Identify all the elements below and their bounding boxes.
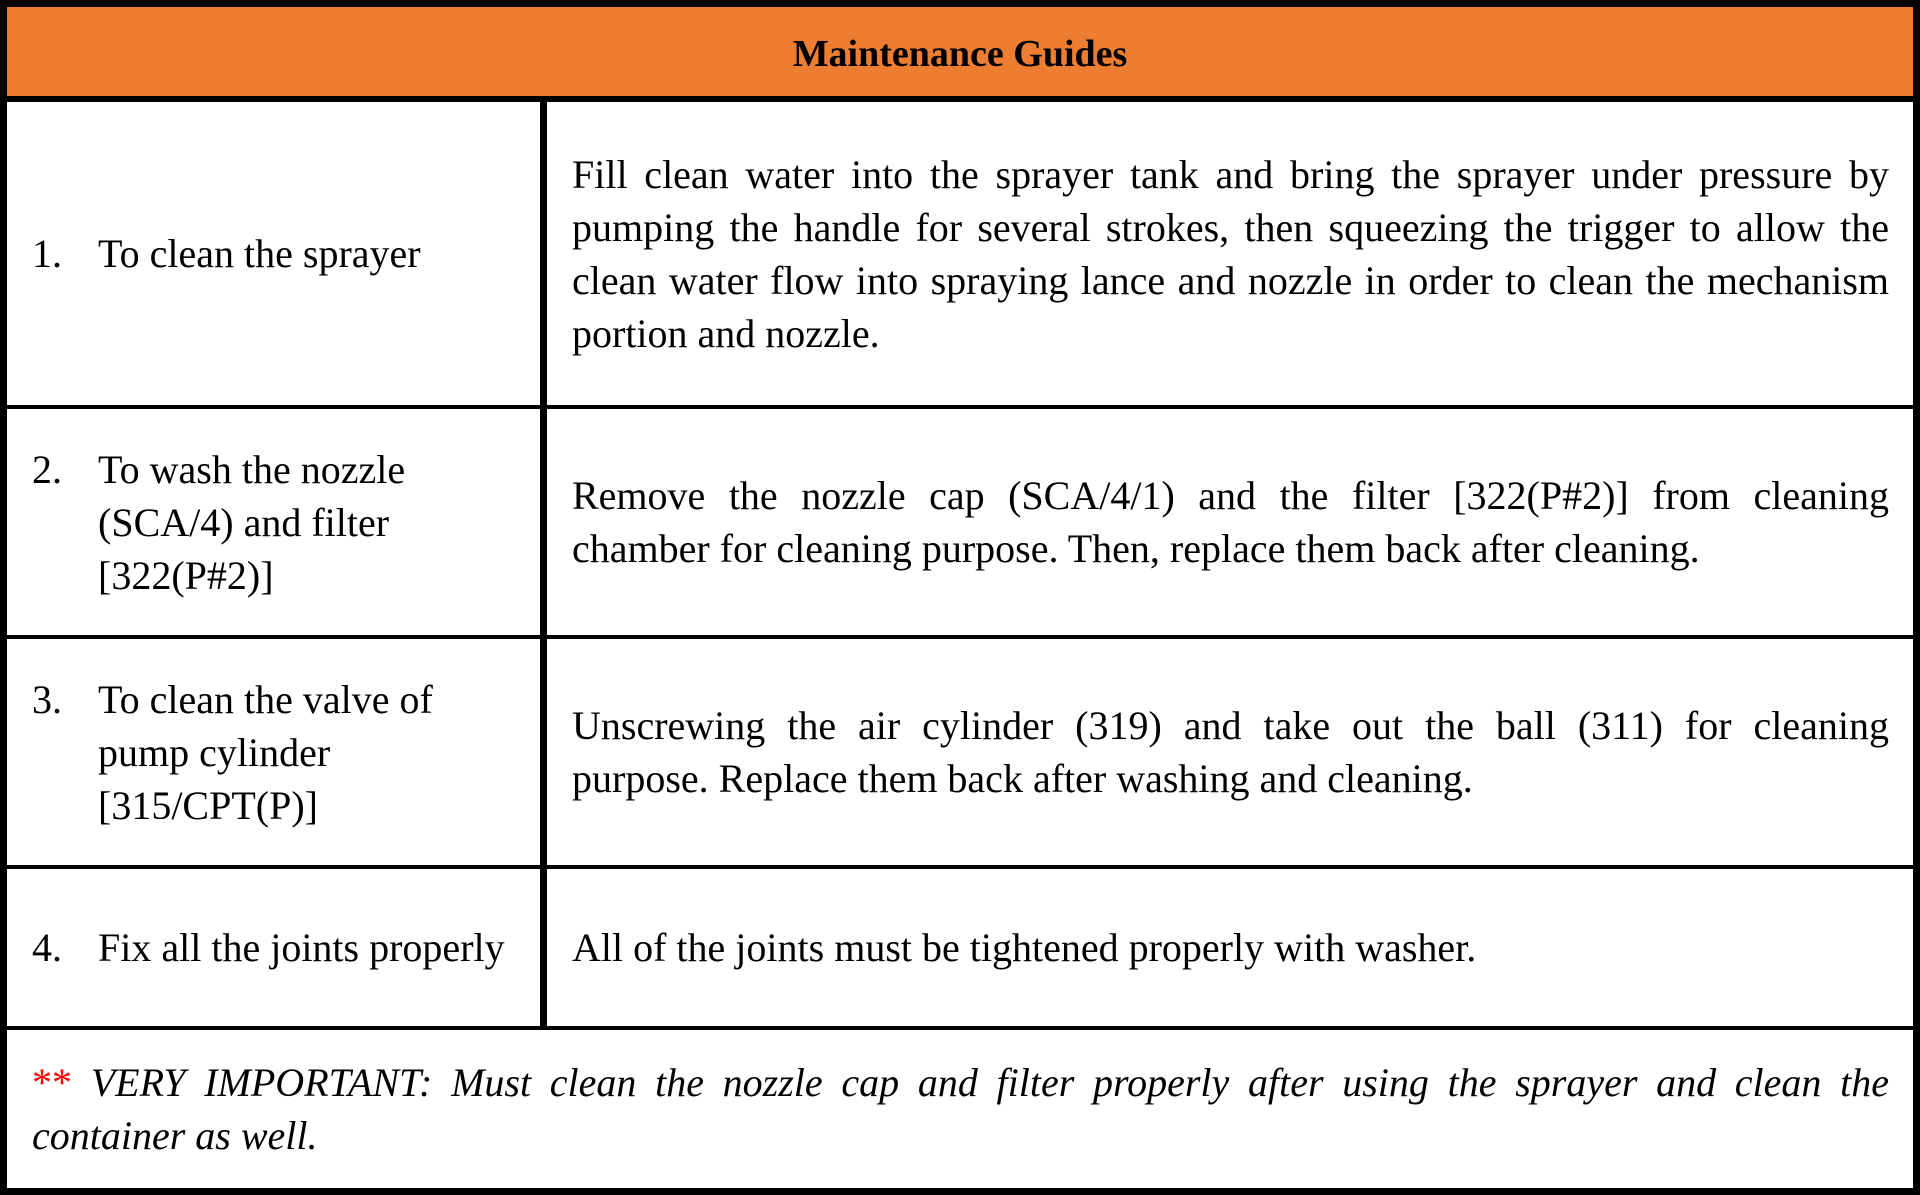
task-number: 4. (32, 925, 62, 970)
task-cell (7, 869, 547, 1026)
description-cell (547, 639, 1913, 865)
task-number: 3. (32, 676, 62, 722)
task-cell (7, 102, 547, 405)
task-label: To clean the sprayer (98, 231, 421, 276)
task-label: To wash the nozzle (SCA/4) and filter [322(P#2)] (98, 446, 406, 598)
description-cell (547, 869, 1913, 1026)
important-note-text (32, 1056, 1889, 1162)
note-body: VERY IMPORTANT: Must clean the nozzle cap and filter properly after using the sprayer and clean the container as well. (32, 1060, 1889, 1158)
table-row (7, 409, 1913, 639)
note-marker: ** (32, 1060, 72, 1105)
task-number: 2. (32, 446, 62, 492)
task-label: Fix all the joints properly (98, 925, 505, 970)
task-description: All of the joints must be tightened properly with washer. (572, 925, 1477, 970)
task-description: Remove the nozzle cap (SCA/4/1) and the filter [322(P#2)] from cleaning chamber for cleaning purpose. Then, replace them back after cleaning. (572, 473, 1889, 571)
table-row (7, 869, 1913, 1030)
task-label: To clean the valve of pump cylinder [315/CPT(P)] (98, 676, 433, 828)
table-row (7, 639, 1913, 869)
task-description: Unscrewing the air cylinder (319) and take out the ball (311) for cleaning purpose. Replace them back after washing and cleaning. (572, 703, 1889, 801)
task-cell (7, 639, 547, 865)
important-note (7, 1030, 1913, 1188)
task-description: Fill clean water into the sprayer tank and bring the sprayer under pressure by pumping the handle for several strokes, then squeezing the trigger to allow the clean water flow into spraying lance and nozzle in order to clean the mechanism portion and nozzle. (572, 151, 1889, 356)
table-title: Maintenance Guides (792, 32, 1128, 75)
task-cell (7, 409, 547, 635)
description-cell (547, 409, 1913, 635)
table-header (7, 7, 1913, 102)
description-cell (547, 102, 1913, 405)
task-number: 1. (32, 231, 62, 276)
table-row (7, 102, 1913, 409)
